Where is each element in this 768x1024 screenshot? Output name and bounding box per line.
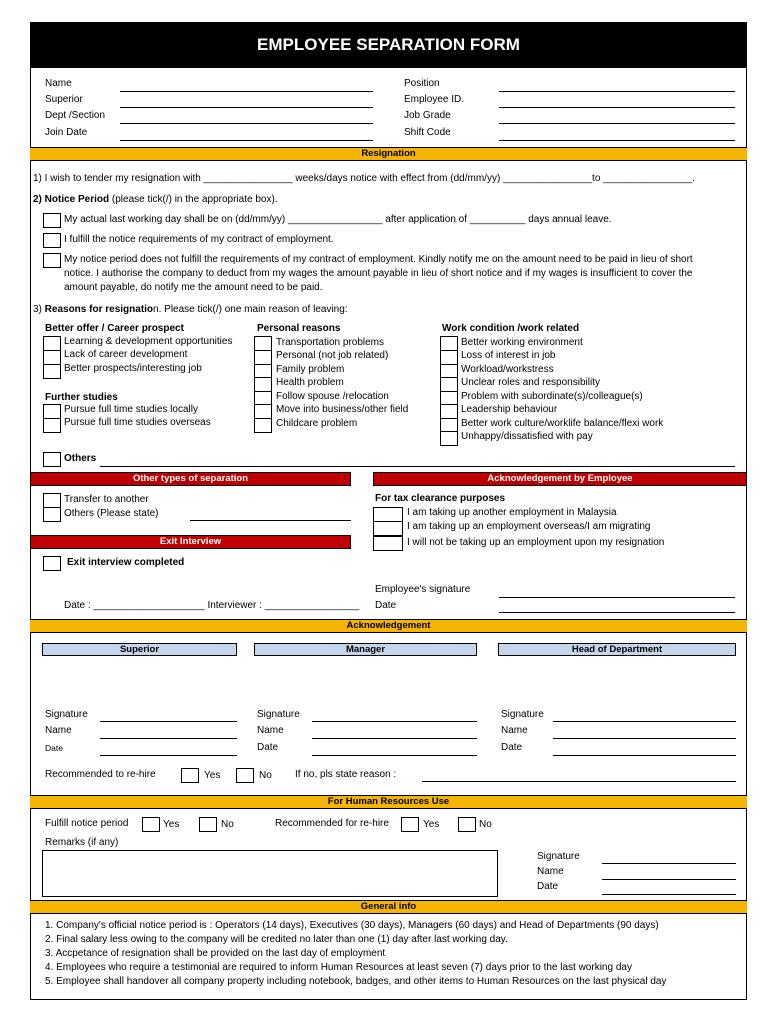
- manager-name-field[interactable]: [312, 738, 477, 739]
- general-info-item: 3. Accpetance of resignation shall be provided on the last day of employment: [45, 948, 386, 959]
- general-info-item: 1. Company's official notice period is : Operators (14 days), Executives (30 days), Managers (60 days) and Head of Departments (90 days): [45, 920, 659, 931]
- superior-field[interactable]: [120, 107, 373, 108]
- reason-label: Better prospects/interesting job: [64, 363, 202, 374]
- head-of-department-header: Head of Department: [498, 643, 736, 656]
- superior-date-label: Date: [45, 743, 63, 753]
- exit-completed-checkbox[interactable]: [43, 556, 61, 571]
- reason-checkbox[interactable]: [254, 377, 272, 392]
- reason-label: Family problem: [276, 364, 345, 375]
- tax-option-checkbox[interactable]: [373, 521, 403, 536]
- reason-checkbox[interactable]: [43, 364, 61, 379]
- tax-option-checkbox[interactable]: [373, 536, 403, 551]
- rehire-no-label: No: [259, 770, 272, 781]
- name-field[interactable]: [120, 91, 373, 92]
- reason-checkbox[interactable]: [43, 418, 61, 433]
- employee-id-field[interactable]: [499, 107, 735, 108]
- reason-label: Lack of career development: [64, 349, 188, 360]
- shift-code-field[interactable]: [499, 140, 735, 141]
- reason-label: Follow spouse /relocation: [276, 391, 389, 402]
- transfer-label: Transfer to another: [64, 494, 149, 505]
- transfer-checkbox[interactable]: [43, 493, 61, 508]
- if-no-reason-field[interactable]: [422, 781, 736, 782]
- reason-checkbox[interactable]: [440, 431, 458, 446]
- tax-option-label: I am taking up another employment in Malaysia: [407, 507, 617, 518]
- job-grade-field[interactable]: [499, 123, 735, 124]
- resignation-q1: 1) I wish to tender my resignation with ________________ weeks/days notice with effect from (dd/mm/yy) ________________to ________________.: [33, 173, 695, 184]
- reason-label: Unhappy/dissatisfied with pay: [461, 431, 593, 442]
- reason-checkbox[interactable]: [254, 418, 272, 433]
- manager-signature-label: Signature: [257, 709, 300, 720]
- shift-code-label: Shift Code: [404, 127, 451, 138]
- tax-option-label: I will not be taking up an employment upon my resignation: [407, 537, 665, 548]
- reason-label: Pursue full time studies overseas: [64, 417, 211, 428]
- hr-band: For Human Resources Use: [30, 795, 747, 809]
- hod-name-field[interactable]: [553, 738, 736, 739]
- hr-rehire-yes-checkbox[interactable]: [401, 817, 419, 832]
- reason-checkbox[interactable]: [43, 350, 61, 365]
- general-info-item: 5. Employee shall handover all company property including notebook, badges, and other items to Human Resources on the last physical day: [45, 976, 667, 987]
- manager-header: Manager: [254, 643, 477, 656]
- rehire-no-checkbox[interactable]: [236, 768, 254, 783]
- tax-option-checkbox[interactable]: [373, 507, 403, 522]
- if-no-reason-label: If no, pls state reason :: [295, 769, 397, 780]
- reason-label: Leadership behaviour: [461, 404, 558, 415]
- other-separation-checkbox[interactable]: [43, 507, 61, 522]
- notice-option-a-text: My actual last working day shall be on (dd/mm/yy) _________________ after application of __________ days annual leave.: [64, 214, 612, 225]
- hr-signature-label: Signature: [537, 851, 580, 862]
- superior-name-field[interactable]: [100, 738, 237, 739]
- join-date-field[interactable]: [120, 140, 373, 141]
- resignation-band: Resignation: [30, 147, 747, 161]
- reason-label: Health problem: [276, 377, 344, 388]
- tax-clearance-title: For tax clearance purposes: [375, 493, 506, 504]
- reason-label: Childcare problem: [276, 418, 358, 429]
- notice-option-a-checkbox[interactable]: [43, 213, 61, 228]
- reason-label: Problem with subordinate(s)/colleague(s): [461, 391, 643, 402]
- reason-label: Loss of interest in job: [461, 350, 556, 361]
- dept-field[interactable]: [120, 123, 373, 124]
- hr-rehire-no-checkbox[interactable]: [458, 817, 476, 832]
- reason-label: Move into business/other field: [276, 404, 409, 415]
- hr-name-label: Name: [537, 866, 564, 877]
- fulfill-no-label: No: [221, 819, 234, 830]
- rehire-label: Recommended to re-hire: [45, 769, 156, 780]
- notice-option-b-checkbox[interactable]: [43, 233, 61, 248]
- reason-checkbox[interactable]: [440, 404, 458, 419]
- reason-label: Better working environment: [461, 337, 583, 348]
- hod-date-label: Date: [501, 742, 523, 753]
- notice-period-question: 2) Notice Period (please tick(/) in the appropriate box).: [33, 194, 278, 205]
- notice-option-c-checkbox[interactable]: [43, 253, 61, 268]
- reason-checkbox[interactable]: [254, 336, 272, 351]
- employee-date-label: Date: [375, 600, 397, 611]
- fulfill-yes-checkbox[interactable]: [142, 817, 160, 832]
- exit-completed-label: Exit interview completed: [67, 557, 185, 568]
- rehire-yes-checkbox[interactable]: [181, 768, 199, 783]
- position-field[interactable]: [499, 91, 735, 92]
- others-label: Others: [64, 453, 97, 464]
- exit-interview-band: Exit Interview: [30, 535, 351, 549]
- hod-signature-label: Signature: [501, 709, 544, 720]
- reason-label: Unclear roles and responsibility: [461, 377, 600, 388]
- employee-date-field[interactable]: [499, 612, 735, 613]
- exit-date-interviewer: Date : ____________________ Interviewer : _________________: [64, 600, 360, 611]
- hod-signature-field[interactable]: [553, 721, 736, 722]
- superior-signature-label: Signature: [45, 709, 88, 720]
- hr-date-field[interactable]: [602, 894, 736, 895]
- notice-option-c-text: My notice period does not fulfill the requirements of my contract of employment. Kindly notify me on the amount need to be paid in lieu of short notice. I authorise the company to deduct from my wages the amount payable in lieu of short notice and if my wages is insufficient to cover the amount payable, do notify me the amount need to be paid.: [64, 254, 693, 293]
- manager-signature-field[interactable]: [312, 721, 477, 722]
- hr-date-label: Date: [537, 881, 559, 892]
- other-types-band: Other types of separation: [30, 472, 351, 486]
- general-info-item: 4. Employees who require a testimonial are required to inform Human Resources at least seven (7) days prior to the last working day: [45, 962, 632, 973]
- superior-signature-field[interactable]: [100, 721, 237, 722]
- name-label: Name: [45, 78, 72, 89]
- further-studies-title: Further studies: [45, 392, 118, 403]
- reason-checkbox[interactable]: [440, 350, 458, 365]
- join-date-label: Join Date: [45, 127, 88, 138]
- personal-reasons-title: Personal reasons: [257, 323, 341, 334]
- reason-label: Better work culture/worklife balance/flexi work: [461, 418, 664, 429]
- general-info-band: General info: [30, 900, 747, 914]
- other-separation-field[interactable]: [190, 520, 351, 521]
- others-field[interactable]: [100, 466, 735, 467]
- hod-date-field[interactable]: [553, 755, 736, 756]
- remarks-box[interactable]: [42, 850, 498, 897]
- reasons-question: 3) Reasons for resignation. Please tick(/) one main reason of leaving:: [33, 304, 348, 315]
- fulfill-yes-label: Yes: [163, 819, 180, 830]
- position-label: Position: [404, 78, 440, 89]
- other-separation-label: Others (Please state): [64, 508, 159, 519]
- general-info-item: 2. Final salary less owing to the company will be credited no later than one (1) day after last working day.: [45, 934, 508, 945]
- reason-label: Pursue full time studies locally: [64, 404, 198, 415]
- reason-checkbox[interactable]: [254, 350, 272, 365]
- better-offer-title: Better offer / Career prospect: [45, 323, 184, 334]
- job-grade-label: Job Grade: [404, 110, 451, 121]
- reason-checkbox[interactable]: [43, 404, 61, 419]
- hr-signature-field[interactable]: [602, 863, 736, 864]
- work-condition-title: Work condition /work related: [442, 323, 580, 334]
- acknowledgement-band: Acknowledgement: [30, 619, 747, 633]
- ack-employee-band: Acknowledgement by Employee: [373, 472, 747, 486]
- remarks-label: Remarks (if any): [45, 837, 119, 848]
- notice-option-b-text: I fulfill the notice requirements of my contract of employment.: [64, 234, 334, 245]
- others-checkbox[interactable]: [43, 452, 61, 467]
- manager-date-field[interactable]: [312, 755, 477, 756]
- reason-label: Learning & development opportunities: [64, 336, 233, 347]
- reason-checkbox[interactable]: [43, 336, 61, 351]
- manager-name-label: Name: [257, 725, 284, 736]
- fulfill-notice-label: Fulfill notice period: [45, 818, 129, 829]
- form-title: EMPLOYEE SEPARATION FORM: [30, 22, 747, 68]
- reason-checkbox[interactable]: [440, 377, 458, 392]
- superior-name-label: Name: [45, 725, 72, 736]
- dept-label: Dept /Section: [45, 110, 106, 121]
- manager-date-label: Date: [257, 742, 279, 753]
- reason-label: Transportation problems: [276, 337, 385, 348]
- reason-checkbox[interactable]: [440, 336, 458, 351]
- reason-label: Personal (not job related): [276, 350, 389, 361]
- reason-checkbox[interactable]: [254, 404, 272, 419]
- tax-option-label: I am taking up an employment overseas/I am migrating: [407, 521, 651, 532]
- hr-name-field[interactable]: [602, 879, 736, 880]
- fulfill-no-checkbox[interactable]: [199, 817, 217, 832]
- superior-label: Superior: [45, 94, 83, 105]
- rehire-yes-label: Yes: [204, 770, 221, 781]
- hod-name-label: Name: [501, 725, 528, 736]
- superior-date-field[interactable]: [100, 755, 237, 756]
- hr-rehire-no-label: No: [479, 819, 492, 830]
- hr-rehire-label: Recommended for re-hire: [275, 818, 389, 829]
- reason-label: Workload/workstress: [461, 364, 554, 375]
- employee-signature-field[interactable]: [499, 597, 735, 598]
- hr-rehire-yes-label: Yes: [423, 819, 440, 830]
- employee-id-label: Employee ID.: [404, 94, 465, 105]
- employee-signature-label: Employee's signature: [375, 584, 471, 595]
- superior-header: Superior: [42, 643, 237, 656]
